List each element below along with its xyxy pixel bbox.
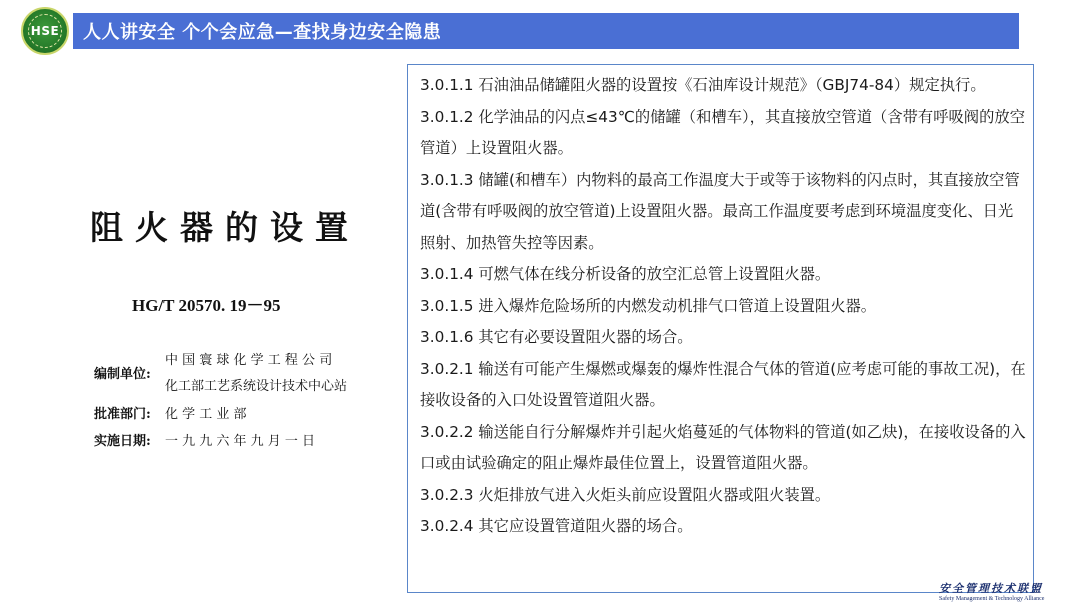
approver-value: 化 学 工 业 部: [165, 407, 247, 422]
date-value: 一 九 九 六 年 九 月 一 日: [165, 434, 316, 449]
clause-box: [407, 64, 1034, 593]
standard-cover: [0, 54, 400, 608]
compiler-label: 编制单位:: [94, 367, 151, 382]
clause-item: 3.0.2.1 输送有可能产生爆燃或爆轰的爆炸性混合气体的管道(应考虑可能的事故工况)，在接收设备的入口处设置管道阻火器。: [420, 359, 1026, 409]
logo-text: HSE: [30, 24, 60, 38]
standard-code: HG/T 20570. 19－95: [132, 296, 281, 315]
footer-logo-en: Safety Management & Technology Alliance: [939, 596, 1045, 602]
footer-logo-cn: 安全管理技术联盟: [939, 582, 1043, 595]
clause-item: 3.0.2.3 火炬排放气进入火炬头前应设置阻火器或阻火装置。: [420, 485, 831, 504]
hse-logo: [21, 7, 69, 55]
clause-item: 3.0.1.1 石油油品储罐阻火器的设置按《石油库设计规范》（GBJ74-84）规定执行。: [420, 76, 986, 94]
clause-item: 3.0.1.4 可燃气体在线分析设备的放空汇总管上设置阻火器。: [420, 265, 831, 283]
approver-label: 批准部门:: [94, 407, 151, 422]
clause-item: 3.0.1.5 进入爆炸危险场所的内燃发动机排气口管道上设置阻火器。: [420, 296, 877, 315]
date-label: 实施日期:: [94, 434, 151, 449]
compiler-line1: 中 国 寰 球 化 学 工 程 公 司: [165, 353, 333, 368]
standard-title: 阻火器的设置: [90, 208, 360, 247]
compiler-line2: 化工部工艺系统设计技术中心站: [165, 379, 348, 394]
clause-item: 3.0.2.2 输送能自行分解爆炸并引起火焰蔓延的气体物料的管道(如乙炔)，在接收设备的入口或由试验确定的阻止爆炸最佳位置上，设置管道阻火器。: [420, 422, 1026, 472]
header-banner: [73, 13, 1019, 49]
clause-item: 3.0.1.2 化学油品的闪点≤43℃的储罐（和槽车），其直接放空管道（含带有呼吸阀的放空管道）上设置阻火器。: [420, 107, 1025, 157]
header-title: 人人讲安全 个个会应急—查找身边安全隐患: [83, 22, 442, 43]
clause-item: 3.0.2.4 其它应设置管道阻火器的场合。: [420, 517, 693, 535]
clause-item: 3.0.1.6 其它有必要设置阻火器的场合。: [420, 328, 693, 346]
clause-item: 3.0.1.3 储罐(和槽车）内物料的最高工作温度大于或等于该物料的闪点时，其直接放空管道(含带有呼吸阀的放空管道)上设置阻火器。最高工作温度要考虑到环境温度变化、日光照射、加热管失控等因素。: [420, 170, 1020, 252]
